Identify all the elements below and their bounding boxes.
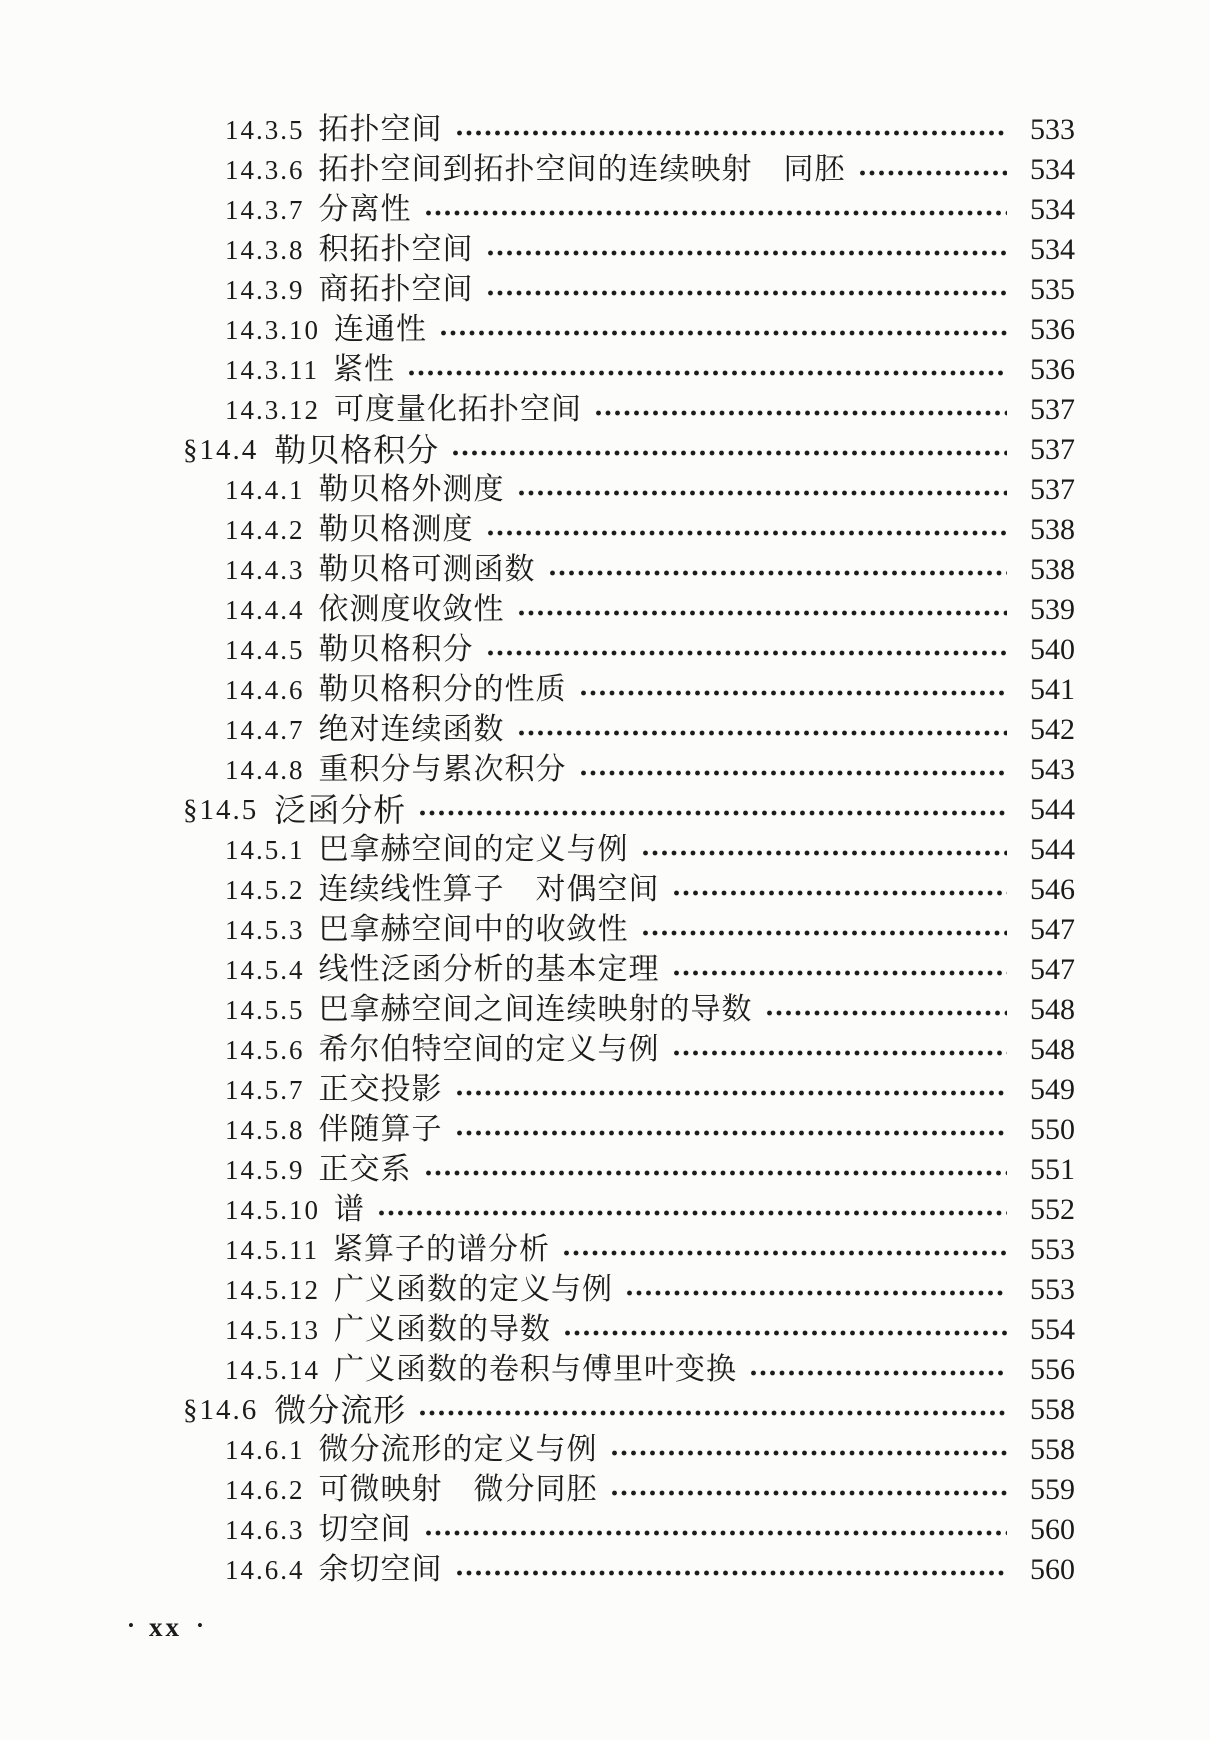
entry-title: 连续线性算子 对偶空间 — [318, 873, 660, 906]
entry-page: 553 — [1030, 1233, 1075, 1266]
leader-dots — [765, 1008, 1008, 1018]
entry-page: 547 — [1030, 913, 1075, 946]
entry-title: 希尔伯特空间的定义与例 — [318, 1033, 660, 1066]
entry-number: 14.5.2 — [225, 875, 305, 905]
entry-page: 534 — [1030, 193, 1075, 226]
leader-dots — [749, 1368, 1007, 1378]
leader-dots — [672, 968, 1008, 978]
entry-number: 14.5.3 — [225, 915, 305, 945]
entry-title: 微分流形的定义与例 — [318, 1433, 598, 1466]
leader-dots — [579, 688, 1008, 698]
entry-page: 548 — [1030, 1033, 1075, 1066]
entry-page: 560 — [1030, 1513, 1075, 1546]
entry-page: 549 — [1030, 1073, 1075, 1106]
entry-number: 14.3.7 — [225, 195, 305, 225]
entry-title: 勒贝格积分的性质 — [318, 673, 567, 706]
toc-entry-row — [0, 830, 1075, 870]
toc-entry-row — [0, 310, 1075, 350]
entry-page: 558 — [1030, 1393, 1075, 1426]
entry-page: 544 — [1030, 793, 1075, 826]
leader-dots — [455, 128, 1008, 138]
entry-page: 544 — [1030, 833, 1075, 866]
entry-title: 巴拿赫空间之间连续映射的导数 — [318, 993, 753, 1026]
entry-number: 14.4.3 — [225, 555, 305, 585]
leader-dots — [418, 1408, 1007, 1418]
entry-number: 14.5.7 — [225, 1075, 305, 1105]
entry-page: 546 — [1030, 873, 1075, 906]
leader-dots — [517, 488, 1008, 498]
entry-number: 14.4.4 — [225, 595, 305, 625]
leader-dots — [594, 408, 1007, 418]
entry-title: 微分流形 — [274, 1392, 407, 1428]
leader-dots — [455, 1568, 1008, 1578]
toc-entry-row — [0, 710, 1075, 750]
toc-entry-row — [0, 430, 1075, 470]
leader-dots — [455, 1088, 1008, 1098]
entry-number: 14.4.6 — [225, 675, 305, 705]
entry-title: 分离性 — [318, 193, 412, 226]
toc-entry-row — [0, 350, 1075, 390]
toc-entry-row — [0, 1230, 1075, 1270]
toc-entry-row — [0, 390, 1075, 430]
leader-dots — [579, 768, 1008, 778]
leader-dots — [418, 808, 1007, 818]
entry-page: 538 — [1030, 553, 1075, 586]
entry-page: 535 — [1030, 273, 1075, 306]
toc-entry-row — [0, 1510, 1075, 1550]
toc-entry-row — [0, 110, 1075, 150]
entry-number: 14.3.10 — [225, 315, 320, 345]
entry-number: §14.6 — [183, 1394, 259, 1426]
entry-number: 14.3.5 — [225, 115, 305, 145]
entry-title: 可微映射 微分同胚 — [318, 1473, 598, 1506]
leader-dots — [424, 1528, 1008, 1538]
entry-title: 正交系 — [318, 1153, 412, 1186]
entry-number: 14.5.10 — [225, 1195, 320, 1225]
entry-page: 540 — [1030, 633, 1075, 666]
entry-number: 14.5.4 — [225, 955, 305, 985]
entry-title: 拓扑空间到拓扑空间的连续映射 同胚 — [318, 153, 846, 186]
entry-page: 537 — [1030, 473, 1075, 506]
entry-title: 依测度收敛性 — [318, 593, 505, 626]
entry-page: 539 — [1030, 593, 1075, 626]
leader-dots — [439, 328, 1007, 338]
entry-number: 14.3.12 — [225, 395, 320, 425]
entry-number: 14.5.9 — [225, 1155, 305, 1185]
entry-title: 商拓扑空间 — [318, 273, 474, 306]
entry-number: 14.4.7 — [225, 715, 305, 745]
leader-dots — [641, 848, 1008, 858]
leader-dots — [486, 248, 1008, 258]
entry-title: 切空间 — [318, 1513, 412, 1546]
entry-title: 紧算子的谱分析 — [333, 1233, 550, 1266]
entry-number: 14.4.5 — [225, 635, 305, 665]
toc-entry-row — [0, 470, 1075, 510]
toc-entry-row — [0, 270, 1075, 310]
toc-entry-row — [0, 590, 1075, 630]
entry-title: 正交投影 — [318, 1073, 443, 1106]
entry-page: 536 — [1030, 353, 1075, 386]
leader-dots — [424, 1168, 1008, 1178]
entry-number: 14.5.13 — [225, 1315, 320, 1345]
leader-dots — [517, 608, 1008, 618]
entry-number: 14.3.8 — [225, 235, 305, 265]
toc-entry-row — [0, 1470, 1075, 1510]
toc-entry-row — [0, 950, 1075, 990]
toc-entry-row — [0, 1030, 1075, 1070]
leader-dots — [562, 1248, 1007, 1258]
leader-dots — [610, 1448, 1008, 1458]
entry-page: 536 — [1030, 313, 1075, 346]
entry-page: 541 — [1030, 673, 1075, 706]
entry-number: 14.5.11 — [225, 1235, 319, 1265]
leader-dots — [672, 1048, 1008, 1058]
entry-page: 552 — [1030, 1193, 1075, 1226]
entry-title: 广义函数的卷积与傅里叶变换 — [334, 1353, 737, 1386]
entry-number: 14.5.14 — [225, 1355, 320, 1385]
leader-dots — [563, 1328, 1007, 1338]
entry-title: 勒贝格测度 — [318, 513, 474, 546]
entry-title: 广义函数的定义与例 — [334, 1273, 613, 1306]
leader-dots — [424, 208, 1008, 218]
toc-entry-row — [0, 870, 1075, 910]
entry-title: 勒贝格积分 — [274, 432, 440, 468]
leader-dots — [672, 888, 1008, 898]
entry-number: 14.4.2 — [225, 515, 305, 545]
toc-entry-row — [0, 1070, 1075, 1110]
entry-title: 勒贝格积分 — [318, 633, 474, 666]
entry-title: 广义函数的导数 — [334, 1313, 551, 1346]
toc-entry-row — [0, 190, 1075, 230]
entry-page: 534 — [1030, 233, 1075, 266]
leader-dots — [486, 648, 1008, 658]
entry-page: 542 — [1030, 713, 1075, 746]
footer-page-label: xx — [148, 1612, 182, 1642]
entry-title: 线性泛函分析的基本定理 — [318, 953, 660, 986]
entry-number: §14.4 — [183, 434, 259, 466]
leader-dots — [377, 1208, 1007, 1218]
entry-title: 重积分与累次积分 — [318, 753, 567, 786]
toc-entry-row — [0, 630, 1075, 670]
entry-number: 14.6.1 — [225, 1435, 305, 1465]
leader-dots — [610, 1488, 1008, 1498]
entry-page: 547 — [1030, 953, 1075, 986]
entry-number: 14.4.1 — [225, 475, 305, 505]
entry-title: 绝对连续函数 — [318, 713, 505, 746]
entry-page: 559 — [1030, 1473, 1075, 1506]
toc-entry-row — [0, 230, 1075, 270]
entry-number: 14.6.3 — [225, 1515, 305, 1545]
entry-number: 14.5.8 — [225, 1115, 305, 1145]
footer-bullet-right: • — [196, 1615, 203, 1635]
entry-page: 558 — [1030, 1433, 1075, 1466]
entry-number: 14.5.6 — [225, 1035, 305, 1065]
entry-page: 538 — [1030, 513, 1075, 546]
toc-entry-row — [0, 790, 1075, 830]
entry-page: 534 — [1030, 153, 1075, 186]
entry-number: 14.5.1 — [225, 835, 305, 865]
toc-entry-row — [0, 1270, 1075, 1310]
entry-title: 谱 — [334, 1193, 365, 1226]
toc-entry-row — [0, 990, 1075, 1030]
entry-title: 拓扑空间 — [318, 113, 443, 146]
entry-title: 巴拿赫空间的定义与例 — [318, 833, 629, 866]
toc-entry-row — [0, 1350, 1075, 1390]
toc-entry-row — [0, 670, 1075, 710]
toc-entry-row — [0, 1430, 1075, 1470]
entry-title: 余切空间 — [318, 1553, 443, 1586]
leader-dots — [407, 368, 1007, 378]
entry-page: 560 — [1030, 1553, 1075, 1586]
entry-number: 14.3.6 — [225, 155, 305, 185]
leader-dots — [451, 448, 1007, 458]
toc-entry-row — [0, 910, 1075, 950]
footer-bullet-left: • — [128, 1615, 134, 1635]
toc-entry-row — [0, 1390, 1075, 1430]
entry-title: 连通性 — [334, 313, 427, 346]
entry-page: 548 — [1030, 993, 1075, 1026]
entry-page: 537 — [1030, 433, 1075, 466]
leader-dots — [486, 528, 1008, 538]
toc-entry-row — [0, 1110, 1075, 1150]
leader-dots — [858, 168, 1008, 178]
entry-page: 533 — [1030, 113, 1075, 146]
entry-number: 14.3.11 — [225, 355, 319, 385]
entry-number: 14.5.5 — [225, 995, 305, 1025]
leader-dots — [455, 1128, 1008, 1138]
entry-title: 可度量化拓扑空间 — [334, 393, 582, 426]
entry-page: 543 — [1030, 753, 1075, 786]
entry-page: 537 — [1030, 393, 1075, 426]
toc-entry-row — [0, 510, 1075, 550]
entry-title: 积拓扑空间 — [318, 233, 474, 266]
entry-title: 泛函分析 — [274, 792, 407, 828]
leader-dots — [548, 568, 1008, 578]
entry-number: 14.6.4 — [225, 1555, 305, 1585]
entry-number: 14.3.9 — [225, 275, 305, 305]
entry-number: 14.5.12 — [225, 1275, 320, 1305]
toc-entry-row — [0, 1150, 1075, 1190]
entry-title: 伴随算子 — [318, 1113, 443, 1146]
entry-page: 556 — [1030, 1353, 1075, 1386]
entry-page: 553 — [1030, 1273, 1075, 1306]
entry-page: 554 — [1030, 1313, 1075, 1346]
entry-title: 巴拿赫空间中的收敛性 — [318, 913, 629, 946]
entry-page: 551 — [1030, 1153, 1075, 1186]
entry-title: 勒贝格外测度 — [318, 473, 505, 506]
entry-number: 14.4.8 — [225, 755, 305, 785]
leader-dots — [641, 928, 1008, 938]
toc-entry-row — [0, 750, 1075, 790]
toc-entry-row — [0, 1190, 1075, 1230]
entry-page: 550 — [1030, 1113, 1075, 1146]
entry-title: 勒贝格可测函数 — [318, 553, 536, 586]
toc-entry-row — [0, 150, 1075, 190]
page-footer — [0, 1612, 1210, 1643]
toc-entry-row — [0, 1310, 1075, 1350]
leader-dots — [625, 1288, 1007, 1298]
toc-entry-row — [0, 1550, 1075, 1590]
toc-entry-row — [0, 550, 1075, 590]
leader-dots — [486, 288, 1008, 298]
entry-number: 14.6.2 — [225, 1475, 305, 1505]
entry-title: 紧性 — [333, 353, 395, 386]
entry-number: §14.5 — [183, 794, 259, 826]
leader-dots — [517, 728, 1008, 738]
